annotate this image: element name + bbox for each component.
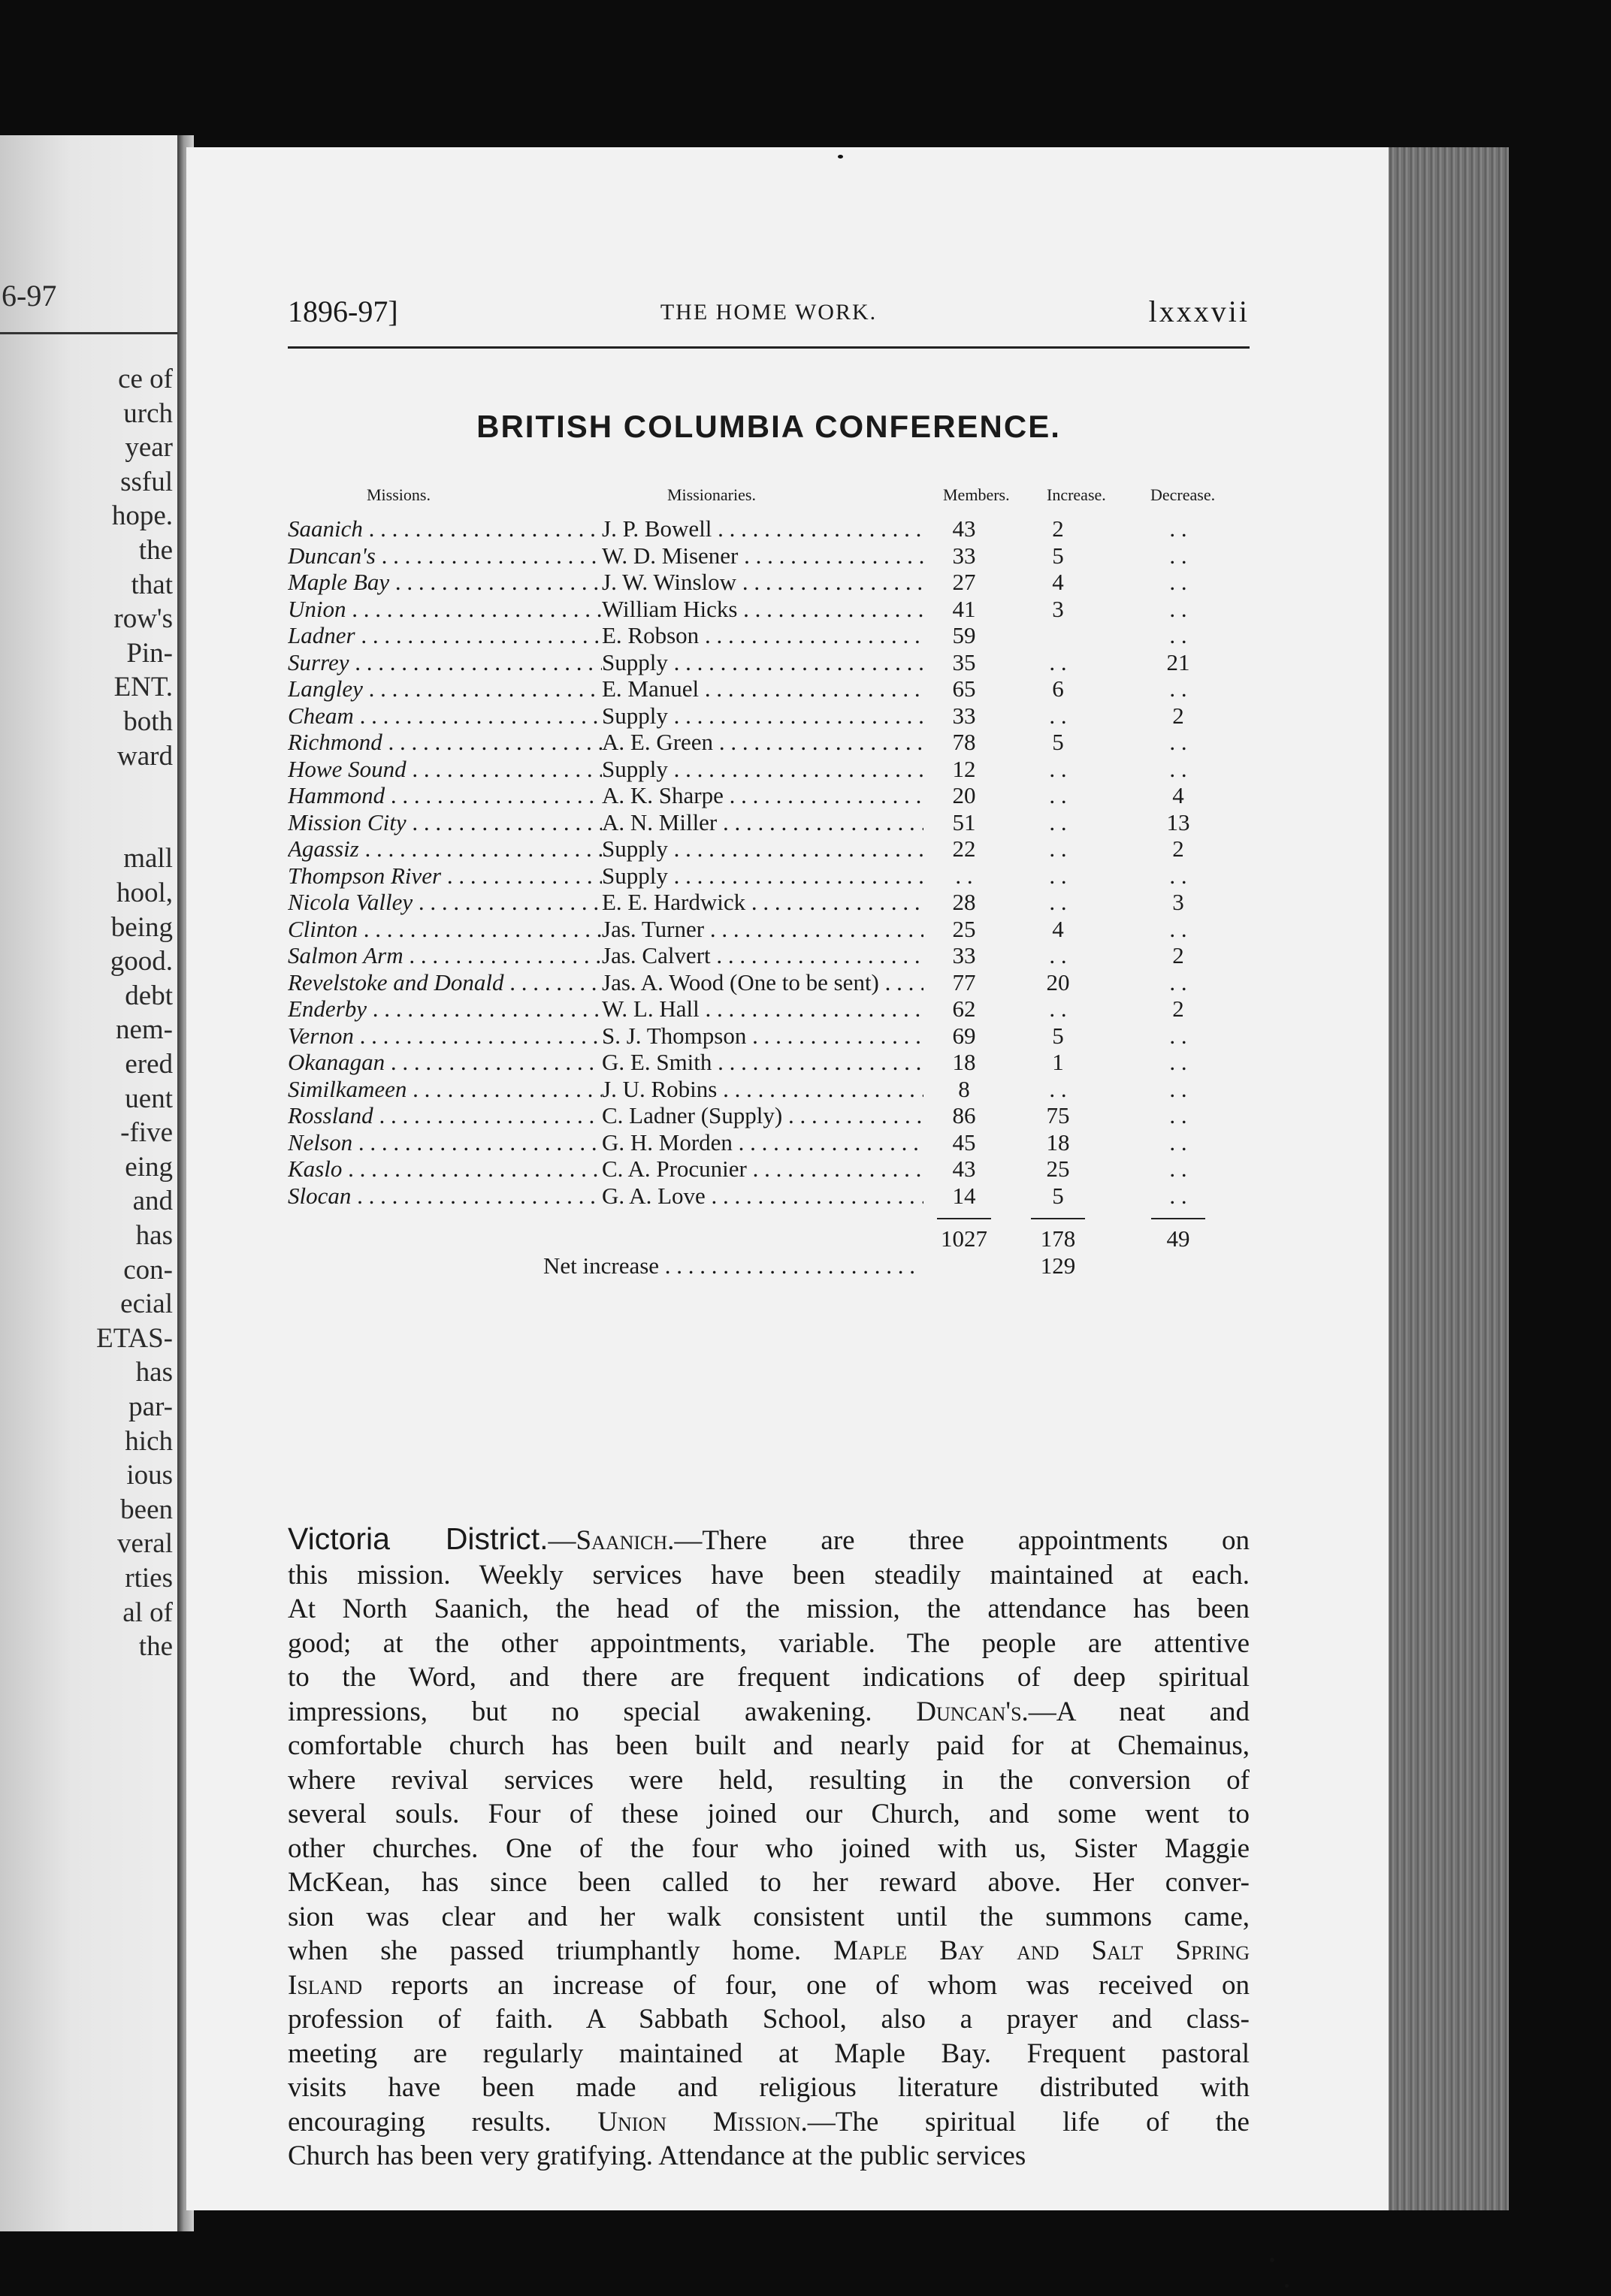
table-row <box>288 542 1250 569</box>
dust-speck <box>1285 2284 1289 2288</box>
increase-count: . . <box>1049 995 1067 1022</box>
missionary-name: Supply . . . <box>602 756 923 783</box>
increase-count: 1 <box>1052 1049 1064 1075</box>
table-header <box>288 485 1250 515</box>
facing-page-line: ecial <box>120 1288 173 1320</box>
missionary-name: G. H. Morden . . . <box>602 1129 923 1156</box>
report-text <box>288 1522 1250 2174</box>
report-text-run: comfortable church has been built and nearly paid for at Chemainus, <box>288 1730 1250 1761</box>
facing-page-line: the <box>138 535 173 566</box>
increase-count: 4 <box>1052 915 1064 942</box>
missionary-name: J. W. Winslow . . . <box>602 569 923 596</box>
missionary-name: E. Manuel . . . <box>602 675 923 702</box>
table-row <box>288 1183 1250 1210</box>
mission-name: Slocan . . . <box>288 1183 602 1210</box>
col-header-missionaries: Missionaries. <box>667 485 756 504</box>
table-row <box>288 569 1250 596</box>
missionary-name: S. J. Thompson . . . <box>602 1023 923 1050</box>
mission-name: Ladner . . . <box>288 622 602 649</box>
conference-title: BRITISH COLUMBIA CONFERENCE. <box>476 409 1061 444</box>
missionary-name: G. E. Smith . . . <box>602 1049 923 1076</box>
mission-name: Richmond . . . <box>288 729 602 756</box>
book-page <box>186 147 1389 2210</box>
running-header <box>288 294 1250 339</box>
members-count: 20 <box>952 782 976 808</box>
increase-count: 3 <box>1052 595 1064 622</box>
facing-page-line: ward <box>117 740 173 772</box>
missionary-name: W. D. Misener . . . <box>602 542 923 569</box>
net-increase-label: Net increase . . . <box>543 1252 919 1279</box>
members-count: 41 <box>952 595 976 622</box>
members-count: 86 <box>952 1102 976 1128</box>
header-years: 1896-97] <box>288 295 398 328</box>
report-line <box>288 1729 1250 1763</box>
table-row <box>288 515 1250 542</box>
members-count: 14 <box>952 1182 976 1209</box>
missionary-name: G. A. Love . . . <box>602 1183 923 1210</box>
mission-name: Salmon Arm . . . <box>288 942 602 969</box>
increase-count: 20 <box>1046 968 1070 995</box>
members-count: 33 <box>952 702 976 729</box>
net-increase-row <box>288 1252 1250 1279</box>
missionary-name: A. K. Sharpe . . . <box>602 782 923 809</box>
members-count: 51 <box>952 808 976 835</box>
col-header-members: Members. <box>943 485 1010 504</box>
mission-name: Hammond . . . <box>288 782 602 809</box>
report-line <box>288 2002 1250 2037</box>
members-count: 65 <box>952 675 976 702</box>
missionary-name: A. N. Miller . . . <box>602 809 923 836</box>
report-text-run: profession of faith. A Sabbath School, also a prayer and class- <box>288 2004 1250 2035</box>
table-row <box>288 622 1250 649</box>
increase-count: . . <box>1049 835 1067 862</box>
increase-count: 2 <box>1052 515 1064 542</box>
missionary-name: Jas. Turner . . . <box>602 916 923 943</box>
facing-page-line: and <box>132 1186 173 1217</box>
members-count: 12 <box>952 755 976 782</box>
facing-page-line: ETAS- <box>96 1322 173 1354</box>
decrease-count: . . <box>1169 1049 1187 1075</box>
report-line <box>288 1558 1250 1593</box>
table-row <box>288 863 1250 890</box>
table-row <box>288 995 1250 1023</box>
mission-name: Similkameen . . . <box>288 1076 602 1103</box>
report-text-run: meeting are regularly maintained at Maple Bay. Frequent pastoral <box>288 2038 1250 2069</box>
mission-name: Surrey . . . <box>288 649 602 676</box>
report-line <box>288 2105 1250 2140</box>
increase-count: . . <box>1049 782 1067 808</box>
header-title: THE HOME WORK. <box>660 300 878 325</box>
report-text-run: where revival services were held, resulting in the conversion of <box>288 1764 1250 1796</box>
mission-heading: Duncan's <box>916 1696 1022 1727</box>
increase-count: 25 <box>1046 1156 1070 1182</box>
increase-count: 5 <box>1052 729 1064 755</box>
increase-count: . . <box>1049 648 1067 675</box>
members-count: 27 <box>952 569 976 595</box>
report-line <box>288 1592 1250 1627</box>
missionary-name: A. E. Green . . . <box>602 729 923 756</box>
decrease-count: . . <box>1169 595 1187 622</box>
table-row <box>288 756 1250 783</box>
missionary-name: E. Robson . . . <box>602 622 923 649</box>
report-text-run: At North Saanich, the head of the mission, the attendance has been <box>288 1594 1250 1624</box>
report-text-run: .—There are three appointments on <box>667 1525 1250 1556</box>
facing-page-line: mall <box>123 843 173 875</box>
facing-page-line: both <box>123 706 173 737</box>
decrease-count: 2 <box>1172 942 1184 968</box>
table-row <box>288 782 1250 809</box>
mission-name: Howe Sound . . . <box>288 756 602 783</box>
missionary-name: Supply . . . <box>602 702 923 730</box>
report-line <box>288 2139 1250 2174</box>
members-count: 33 <box>952 942 976 968</box>
members-count: 43 <box>952 515 976 542</box>
table-row <box>288 1076 1250 1103</box>
report-text-run: encouraging results. <box>288 2106 598 2137</box>
facing-page-line: nem- <box>115 1014 173 1046</box>
report-text-run: other churches. One of the four who joined with us, Sister Maggie <box>288 1832 1250 1864</box>
mission-name: Union . . . <box>288 596 602 623</box>
mission-heading: Island <box>288 1969 362 2001</box>
totals-row <box>288 1225 1250 1252</box>
mission-name: Revelstoke and Donald . . . <box>288 969 602 996</box>
missionary-name: C. A. Procunier . . . <box>602 1156 923 1183</box>
rule-members <box>937 1218 991 1219</box>
report-text-run: .—The spiritual life of the <box>800 2106 1250 2137</box>
increase-count: 4 <box>1052 569 1064 595</box>
decrease-count: . . <box>1169 915 1187 942</box>
facing-page-line: ssful <box>120 466 173 497</box>
increase-count: 5 <box>1052 542 1064 569</box>
total-decrease: 49 <box>1166 1225 1190 1252</box>
decrease-count: . . <box>1169 1022 1187 1049</box>
col-header-increase: Increase. <box>1047 485 1106 504</box>
members-count: 8 <box>958 1075 970 1102</box>
facing-page-line: ered <box>125 1049 173 1080</box>
facing-page-line: -five <box>120 1117 173 1149</box>
mission-name: Rossland . . . <box>288 1102 602 1129</box>
total-members: 1027 <box>941 1225 987 1252</box>
report-text-run: several souls. Four of these joined our Church, and some went to <box>288 1799 1250 1829</box>
table-row <box>288 889 1250 916</box>
table-row <box>288 1156 1250 1183</box>
district-report <box>288 1522 1250 2174</box>
table-row <box>288 835 1250 863</box>
decrease-count: 2 <box>1172 702 1184 729</box>
members-count: 35 <box>952 648 976 675</box>
report-text-run: McKean, has since been called to her reward above. Her conver- <box>288 1867 1250 1898</box>
members-count: 69 <box>952 1022 976 1049</box>
decrease-count: 2 <box>1172 835 1184 862</box>
facing-page-line: been <box>120 1494 173 1525</box>
facing-page-line: par- <box>128 1391 173 1422</box>
table-row <box>288 649 1250 676</box>
missionary-name: Supply . . . <box>602 649 923 676</box>
mission-name: Langley . . . <box>288 675 602 702</box>
facing-page-line: veral <box>117 1528 173 1560</box>
rule-increase <box>1031 1218 1085 1219</box>
facing-page-line: ENT. <box>113 672 173 703</box>
decrease-count: 3 <box>1172 889 1184 915</box>
decrease-count: . . <box>1169 569 1187 595</box>
mission-name: Maple Bay . . . <box>288 569 602 596</box>
table-row <box>288 916 1250 943</box>
table-row <box>288 596 1250 623</box>
mission-heading: Union Mission <box>597 2106 801 2137</box>
mission-name: Clinton . . . <box>288 916 602 943</box>
mission-heading: Saanich <box>576 1525 668 1556</box>
total-increase: 178 <box>1040 1225 1076 1252</box>
facing-page-line: being <box>110 911 173 943</box>
decrease-count: 21 <box>1166 648 1190 675</box>
district-heading: Victoria District. <box>288 1521 549 1556</box>
mission-name: Vernon . . . <box>288 1023 602 1050</box>
facing-page-line: hope. <box>111 500 173 532</box>
mission-name: Duncan's . . . <box>288 542 602 569</box>
mission-name: Agassiz . . . <box>288 835 602 863</box>
decrease-count: . . <box>1169 968 1187 995</box>
members-count: 28 <box>952 889 976 915</box>
report-text-run: sion was clear and her walk consistent until the summons came, <box>288 1901 1250 1932</box>
facing-page-line: debt <box>125 980 173 1011</box>
report-line <box>288 1627 1250 1661</box>
decrease-count: . . <box>1169 755 1187 782</box>
facing-page-line: uent <box>125 1083 173 1114</box>
facing-page-line: ce of <box>118 364 173 394</box>
decrease-count: . . <box>1169 1128 1187 1156</box>
increase-count: 6 <box>1052 675 1064 702</box>
increase-count: . . <box>1049 702 1067 729</box>
report-text-run: this mission. Weekly services have been steadily maintained at each. <box>288 1559 1250 1591</box>
report-line <box>288 2071 1250 2105</box>
col-header-missions: Missions. <box>367 485 431 504</box>
facing-page-line: urch <box>123 397 173 429</box>
members-count: 62 <box>952 995 976 1022</box>
facing-page-line: the <box>138 1631 173 1663</box>
table-row <box>288 729 1250 756</box>
report-line <box>288 1934 1250 1968</box>
members-count: 43 <box>952 1156 976 1182</box>
mission-name: Kaslo . . . <box>288 1156 602 1183</box>
missions-table <box>288 485 1250 1279</box>
missionary-name: J. U. Robins . . . <box>602 1076 923 1103</box>
decrease-count: . . <box>1169 1102 1187 1128</box>
report-line <box>288 1797 1250 1832</box>
table-row <box>288 1049 1250 1076</box>
mission-name: Nelson . . . <box>288 1129 602 1156</box>
report-text-run: reports an increase of four, one of whom was received on <box>362 1969 1250 2001</box>
increase-count: . . <box>1049 889 1067 915</box>
facing-page-line: al of <box>122 1597 173 1628</box>
members-count: 25 <box>952 915 976 942</box>
report-text-run: Church has been very gratifying. Attendance at the public services <box>288 2140 1026 2171</box>
members-count: 78 <box>952 729 976 755</box>
decrease-count: . . <box>1169 862 1187 889</box>
members-count: 22 <box>952 835 976 862</box>
facing-page <box>0 135 177 2231</box>
report-text-run: when she passed triumphantly home. <box>288 1935 834 1966</box>
facing-page-line: good. <box>110 946 173 977</box>
facing-page-line: row's <box>113 603 173 635</box>
report-text-run: visits have been made and religious literature distributed with <box>288 2072 1250 2103</box>
facing-page-line: ious <box>126 1460 173 1491</box>
missionary-name: William Hicks . . . <box>602 596 923 623</box>
missionary-name: C. Ladner (Supply) . . . <box>602 1102 923 1129</box>
decrease-count: . . <box>1169 1156 1187 1182</box>
members-count: 33 <box>952 542 976 569</box>
mission-heading: Maple Bay and Salt Spring <box>833 1935 1250 1966</box>
report-line <box>288 1522 1250 1558</box>
increase-count: . . <box>1049 755 1067 782</box>
header-rule <box>288 346 1250 349</box>
mission-name: Mission City . . . <box>288 809 602 836</box>
decrease-count: 13 <box>1166 808 1190 835</box>
table-body <box>288 515 1250 1209</box>
report-line <box>288 1968 1250 2003</box>
report-text-run: to the Word, and there are frequent indications of deep spiritual <box>288 1662 1250 1693</box>
dust-speck <box>838 155 843 159</box>
facing-page-line: that <box>131 569 173 600</box>
table-row <box>288 1023 1250 1050</box>
decrease-count: . . <box>1169 622 1187 648</box>
dust-speck <box>1270 2258 1274 2262</box>
facing-page-header: 6-97 <box>2 279 57 313</box>
rule-decrease <box>1151 1218 1205 1219</box>
decrease-count: . . <box>1169 542 1187 569</box>
increase-count: . . <box>1049 1075 1067 1102</box>
missionary-name: Jas. A. Wood (One to be sent) . . . <box>602 969 923 996</box>
report-text-run: — <box>548 1525 576 1556</box>
report-text-run: good; at the other appointments, variable. The people are attentive <box>288 1627 1250 1659</box>
table-row <box>288 969 1250 996</box>
increase-count: 5 <box>1052 1022 1064 1049</box>
table-row <box>288 702 1250 730</box>
decrease-count: 4 <box>1172 782 1184 808</box>
report-line <box>288 1832 1250 1866</box>
report-line <box>288 1866 1250 1900</box>
table-row <box>288 942 1250 969</box>
increase-count: 18 <box>1046 1128 1070 1156</box>
mission-name: Saanich . . . <box>288 515 602 542</box>
table-row <box>288 675 1250 702</box>
total-rules <box>288 1209 1250 1225</box>
decrease-count: . . <box>1169 675 1187 702</box>
page-edges <box>1389 147 1509 2210</box>
mission-name: Nicola Valley . . . <box>288 889 602 916</box>
report-text-run: impressions, but no special awakening. <box>288 1696 917 1727</box>
decrease-count: . . <box>1169 1075 1187 1102</box>
increase-count: . . <box>1049 808 1067 835</box>
facing-page-line: con- <box>123 1254 173 1285</box>
col-header-decrease: Decrease. <box>1150 485 1216 504</box>
report-line <box>288 1763 1250 1798</box>
missionary-name: Supply . . . <box>602 863 923 890</box>
increase-count: 5 <box>1052 1182 1064 1209</box>
facing-page-line: rties <box>125 1563 173 1594</box>
facing-page-line: has <box>135 1357 173 1388</box>
facing-page-line: hool, <box>116 878 173 908</box>
increase-count: . . <box>1049 862 1067 889</box>
decrease-count: . . <box>1169 729 1187 755</box>
report-line <box>288 2037 1250 2071</box>
mission-name: Thompson River . . . <box>288 863 602 890</box>
facing-page-rule <box>0 332 177 334</box>
members-count: 59 <box>952 622 976 648</box>
members-count: 77 <box>952 968 976 995</box>
missionary-name: J. P. Bowell . . . <box>602 515 923 542</box>
members-count: . . <box>955 862 973 889</box>
decrease-count: 2 <box>1172 995 1184 1022</box>
mission-name: Cheam . . . <box>288 702 602 730</box>
report-line <box>288 1900 1250 1935</box>
table-row <box>288 1129 1250 1156</box>
table-row <box>288 1102 1250 1129</box>
decrease-count: . . <box>1169 515 1187 542</box>
increase-count: . . <box>1049 942 1067 968</box>
facing-page-line: has <box>135 1220 173 1251</box>
members-count: 18 <box>952 1049 976 1075</box>
members-count: 45 <box>952 1128 976 1156</box>
missionary-name: W. L. Hall . . . <box>602 995 923 1023</box>
net-increase-value: 129 <box>1040 1252 1076 1279</box>
missionary-name: Supply . . . <box>602 835 923 863</box>
mission-name: Enderby . . . <box>288 995 602 1023</box>
missionary-name: Jas. Calvert . . . <box>602 942 923 969</box>
facing-page-line: eing <box>125 1151 173 1183</box>
increase-count: 75 <box>1046 1102 1070 1128</box>
table-row <box>288 809 1250 836</box>
mission-name: Okanagan . . . <box>288 1049 602 1076</box>
report-line <box>288 1695 1250 1730</box>
facing-page-line: Pin- <box>126 637 173 669</box>
report-text-run: .—A neat and <box>1021 1696 1250 1727</box>
decrease-count: . . <box>1169 1182 1187 1209</box>
facing-page-line: year <box>125 432 173 464</box>
report-line <box>288 1660 1250 1695</box>
missionary-name: E. E. Hardwick . . . <box>602 889 923 916</box>
page-number: lxxxvii <box>1148 295 1250 328</box>
facing-page-line: hich <box>125 1425 173 1457</box>
